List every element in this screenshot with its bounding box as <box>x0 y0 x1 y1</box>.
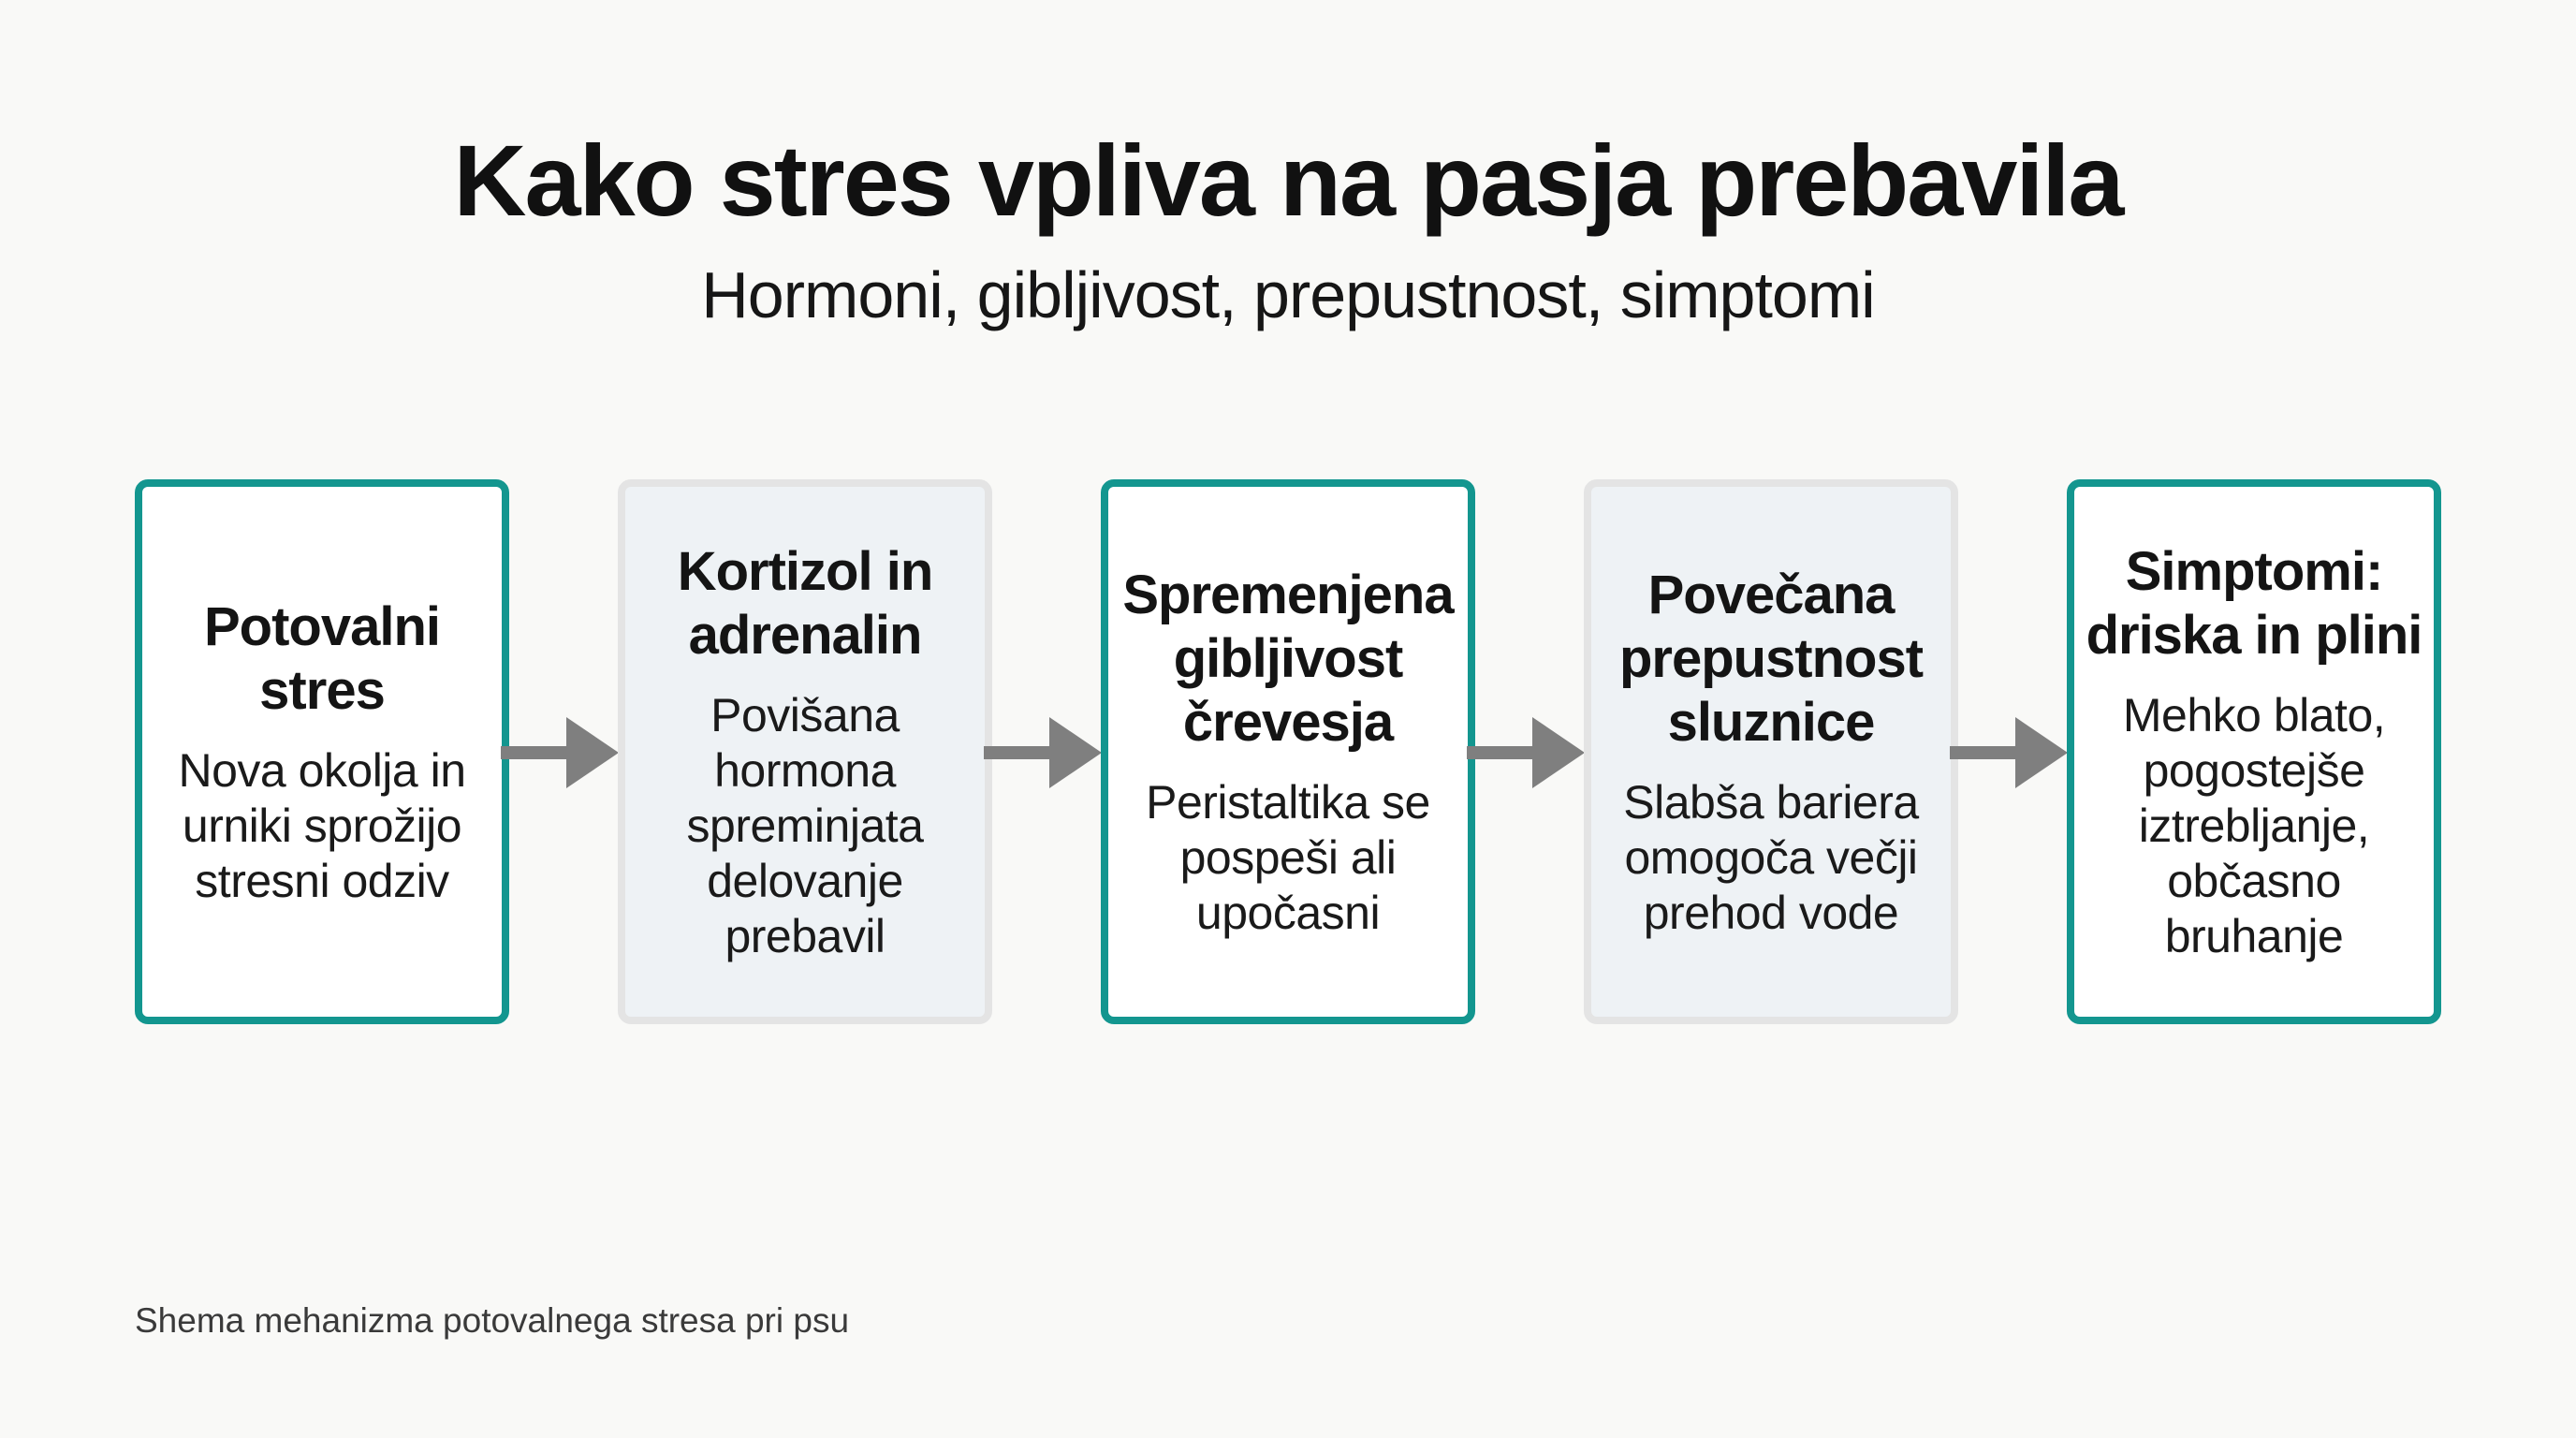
step-description: Slabša bariera omogoča večji prehod vode <box>1623 775 1919 939</box>
diagram-subtitle: Hormoni, gibljivost, prepustnost, simptomi <box>701 258 1875 331</box>
step-box-permeability <box>1584 479 1958 1024</box>
arrow-right-icon <box>1950 715 2068 790</box>
step-box-travel-stress <box>135 479 509 1024</box>
step-title: Povečana prepustnost sluznice <box>1618 564 1924 753</box>
step-box-hormones <box>618 479 992 1024</box>
step-title: Spremenjena gibljivost črevesja <box>1122 564 1454 753</box>
diagram-caption: Shema mehanizma potovalnega stresa pri psu <box>135 1301 850 1340</box>
step-description: Peristaltika se pospeši ali upočasni <box>1146 775 1430 939</box>
step-box-symptoms <box>2067 479 2441 1024</box>
step-description: Nova okolja in urniki sprožijo stresni odziv <box>178 743 466 907</box>
arrow-right-icon <box>501 715 619 790</box>
step-title: Simptomi: driska in plini <box>2086 540 2422 666</box>
diagram-title: Kako stres vpliva na pasja prebavila <box>453 124 2123 237</box>
step-title: Potovalni stres <box>203 595 441 721</box>
arrow-right-icon <box>1467 715 1585 790</box>
arrow-right-icon <box>984 715 1102 790</box>
step-description: Mehko blato, pogostejše iztrebljanje, občasno bruhanje <box>2122 688 2386 962</box>
step-title: Kortizol in adrenalin <box>677 540 933 666</box>
step-description: Povišana hormona spreminjata delovanje prebavil <box>686 688 924 962</box>
step-box-motility <box>1101 479 1475 1024</box>
